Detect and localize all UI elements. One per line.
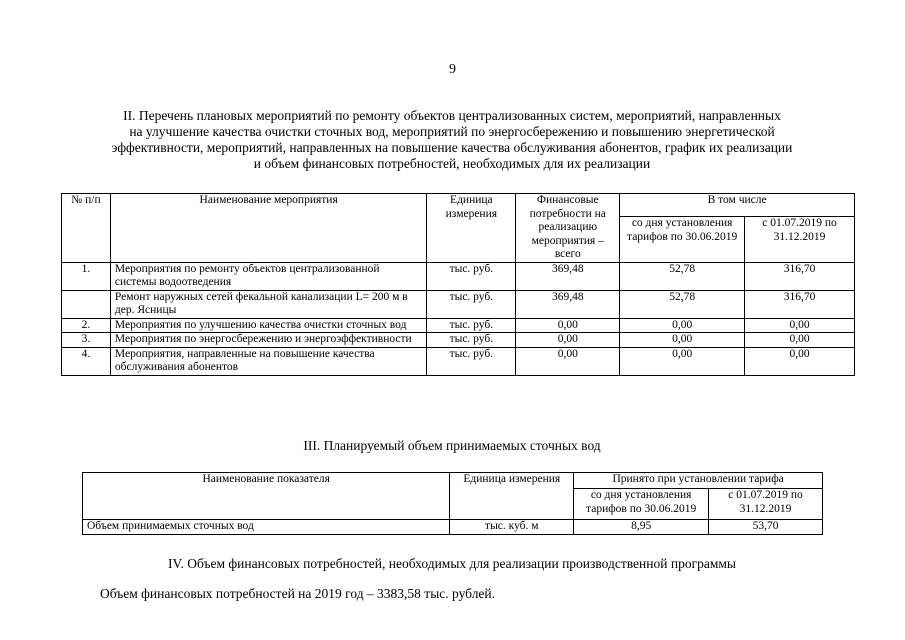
row-period-2: 53,70	[709, 520, 823, 535]
header-unit: Единица измерения	[427, 194, 516, 263]
table-row	[62, 347, 855, 375]
header-period-1: со дня установления тарифов по 30.06.2019	[620, 217, 745, 262]
row-name: Мероприятия, направленные на повышение качества обслуживания абонентов	[110, 347, 426, 375]
header-finance: Финансовые потребности на реализацию мероприятия – всего	[516, 194, 620, 263]
header-including: В том числе	[620, 194, 855, 217]
header-indicator: Наименование показателя	[83, 473, 450, 520]
section-4-title: IV. Объем финансовых потребностей, необходимых для реализации производственной программы	[167, 556, 736, 571]
header-name: Наименование мероприятия	[110, 194, 426, 263]
row-unit: тыс. руб.	[427, 290, 516, 318]
row-num: 3.	[62, 333, 111, 348]
header-period-1: со дня установления тарифов по 30.06.2019	[574, 489, 709, 520]
header-period-2: с 01.07.2019 по 31.12.2019	[709, 489, 823, 520]
row-name: Объем принимаемых сточных вод	[83, 520, 450, 535]
row-period-2: 0,00	[745, 347, 855, 375]
row-num	[62, 290, 111, 318]
row-unit: тыс. руб.	[427, 318, 516, 333]
row-unit: тыс. руб.	[427, 347, 516, 375]
header-unit: Единица измерения	[450, 473, 574, 520]
section-2-title-line: II. Перечень плановых мероприятий по ремонту объектов централизованных систем, мероприятий, направленных	[123, 108, 781, 123]
row-period-1: 0,00	[620, 347, 745, 375]
row-total: 369,48	[516, 290, 620, 318]
table-row	[62, 318, 855, 333]
section-3-title: III. Планируемый объем принимаемых сточных вод	[303, 438, 601, 453]
row-num: 4.	[62, 347, 111, 375]
section-2-title	[52, 108, 852, 172]
row-period-2: 0,00	[745, 333, 855, 348]
section-2-title-line: на улучшение качества очистки сточных вод, мероприятий по энергосбережению и повышению энергетической	[129, 124, 775, 139]
table-row	[62, 262, 855, 290]
row-num: 1.	[62, 262, 111, 290]
row-period-2: 316,70	[745, 290, 855, 318]
table-header-row	[62, 194, 855, 217]
row-total: 0,00	[516, 333, 620, 348]
row-unit: тыс. куб. м	[450, 520, 574, 535]
row-period-1: 0,00	[620, 318, 745, 333]
row-period-1: 52,78	[620, 262, 745, 290]
row-period-1: 0,00	[620, 333, 745, 348]
row-num: 2.	[62, 318, 111, 333]
row-total: 369,48	[516, 262, 620, 290]
section-2-title-line: эффективности, мероприятий, направленных на повышение качества обслуживания абонентов, график их реализации	[111, 140, 793, 155]
row-period-1: 8,95	[574, 520, 709, 535]
header-period-2: с 01.07.2019 по 31.12.2019	[745, 217, 855, 262]
financial-summary: Объем финансовых потребностей на 2019 год – 3383,58 тыс. рублей.	[100, 586, 496, 601]
row-total: 0,00	[516, 347, 620, 375]
activities-table	[61, 193, 855, 376]
row-total: 0,00	[516, 318, 620, 333]
table-header-row	[83, 473, 823, 489]
page-number: 9	[449, 62, 456, 77]
row-name: Мероприятия по ремонту объектов централизованной системы водоотведения	[110, 262, 426, 290]
table-row	[83, 520, 823, 535]
section-2-title-line: и объем финансовых потребностей, необходимых для их реализации	[253, 156, 651, 171]
row-name: Мероприятия по энергосбережению и энергоэффективности	[110, 333, 426, 348]
row-name: Мероприятия по улучшению качества очистки сточных вод	[110, 318, 426, 333]
header-accepted: Принято при установлении тарифа	[574, 473, 823, 489]
row-name: Ремонт наружных сетей фекальной канализации L= 200 м в дер. Ясницы	[110, 290, 426, 318]
header-num: № п/п	[62, 194, 111, 263]
table-row	[62, 333, 855, 348]
row-unit: тыс. руб.	[427, 262, 516, 290]
row-unit: тыс. руб.	[427, 333, 516, 348]
row-period-2: 0,00	[745, 318, 855, 333]
row-period-1: 52,78	[620, 290, 745, 318]
wastewater-volume-table	[82, 472, 823, 535]
table-row	[62, 290, 855, 318]
row-period-2: 316,70	[745, 262, 855, 290]
